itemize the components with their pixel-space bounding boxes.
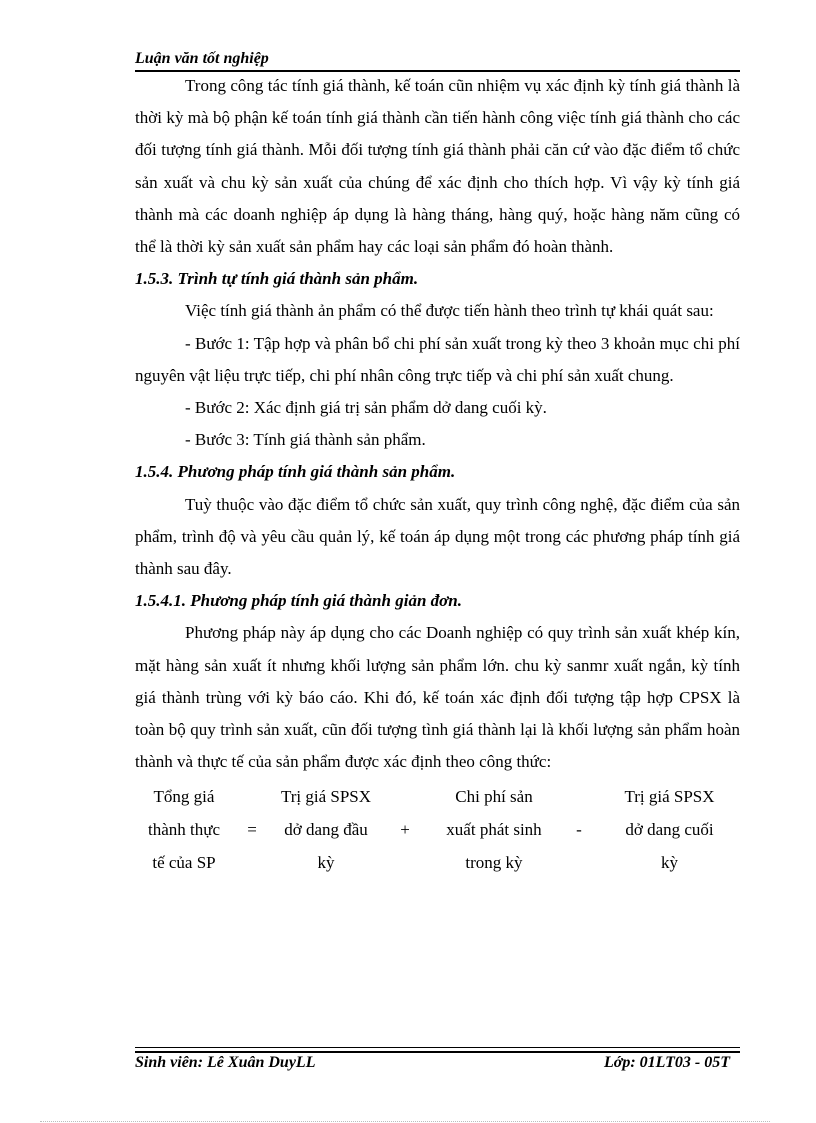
formula-term-closing-wip: Trị giá SPSX dở dang cuối kỳ — [624, 787, 715, 873]
cost-formula — [135, 780, 740, 879]
footer-rule-thick — [135, 1051, 740, 1053]
paragraph-period: Trong công tác tính giá thành, kế toán cũn nhiệm vụ xác định kỳ tính giá thành là thời kỳ mà bộ phận kế toán tính giá thành cần tiến hành công việc tính giá thành cho các đối tượng tính giá thành. Mỗi đối tượng tính giá thành phải căn cứ vào đặc điểm tổ chức sản xuất và chu kỳ sản xuất của chúng để xác định cho thích hợp. Vì vậy kỳ tính giá thành mà các doanh nghiệp áp dụng là hàng tháng, hàng quý, hoặc hàng năm cũng có thể là thời kỳ sản xuất sản phẩm hay các loại sản phẩm đó hoàn thành. — [135, 76, 740, 257]
paragraph-step-3: - Bước 3: Tính giá thành sản phẩm. — [185, 430, 426, 450]
formula-equals: = — [247, 820, 257, 840]
paragraph-simple-method: Phương pháp này áp dụng cho các Doanh nghiệp có quy trình sản xuất khép kín, mặt hàng sản xuất ít nhưng khối lượng sản phẩm lớn. chu kỳ sanmr xuất ngắn, kỳ tính giá thành trùng với kỳ báo cáo. Khi đó, kế toán xác định đối tượng tập hợp CPSX là toàn bộ quy trình sản xuất, cũn đối tượng tình giá thành lại là khối lượng sản phẩm hoàn thành và thực tế của sản phẩm được xác định theo công thức: — [135, 623, 740, 772]
paragraph-step-2: - Bước 2: Xác định giá trị sản phẩm dở dang cuối kỳ. — [185, 398, 547, 418]
paragraph-methods-intro: Tuỳ thuộc vào đặc điểm tổ chức sản xuất, quy trình công nghệ, đặc điểm của sản phẩm, trình độ và yêu cầu quản lý, kế toán áp dụng một trong các phương pháp tính giá thành sau đây. — [135, 494, 740, 579]
page-bottom-dotted-rule — [40, 1121, 770, 1122]
formula-plus: + — [400, 820, 410, 840]
heading-1-5-4-1: 1.5.4.1. Phương pháp tính giá thành giản đơn. — [135, 591, 462, 611]
paragraph-sequence-intro: Việc tính giá thành ản phẩm có thể được tiến hành theo trình tự khái quát sau: — [185, 301, 714, 321]
footer-class: Lớp: 01LT03 - 05T — [603, 1054, 730, 1071]
heading-1-5-4: 1.5.4. Phương pháp tính giá thành sản phẩm. — [135, 462, 456, 482]
formula-term-period-cost: Chi phí sản xuất phát sinh trong kỳ — [446, 787, 542, 873]
footer-student: Sinh viên: Lê Xuân DuyLL — [135, 1054, 316, 1071]
formula-term-opening-wip: Trị giá SPSX dở dang đầu kỳ — [280, 787, 372, 873]
footer-rule — [135, 1047, 740, 1048]
formula-term-total-cost: Tổng giá thành thực tế của SP — [147, 787, 220, 873]
page-header-title: Luận văn tốt nghiệp — [135, 50, 269, 67]
paragraph-step-1: - Bước 1: Tập hợp và phân bổ chi phí sản xuất trong kỳ theo 3 khoản mục chi phí nguyên vật liệu trực tiếp, chi phí nhân công trực tiếp và chi phí sản xuất chung. — [135, 333, 740, 385]
document-body — [135, 70, 740, 879]
formula-minus: - — [576, 820, 582, 840]
heading-1-5-3: 1.5.3. Trình tự tính giá thành sản phẩm. — [135, 269, 419, 289]
